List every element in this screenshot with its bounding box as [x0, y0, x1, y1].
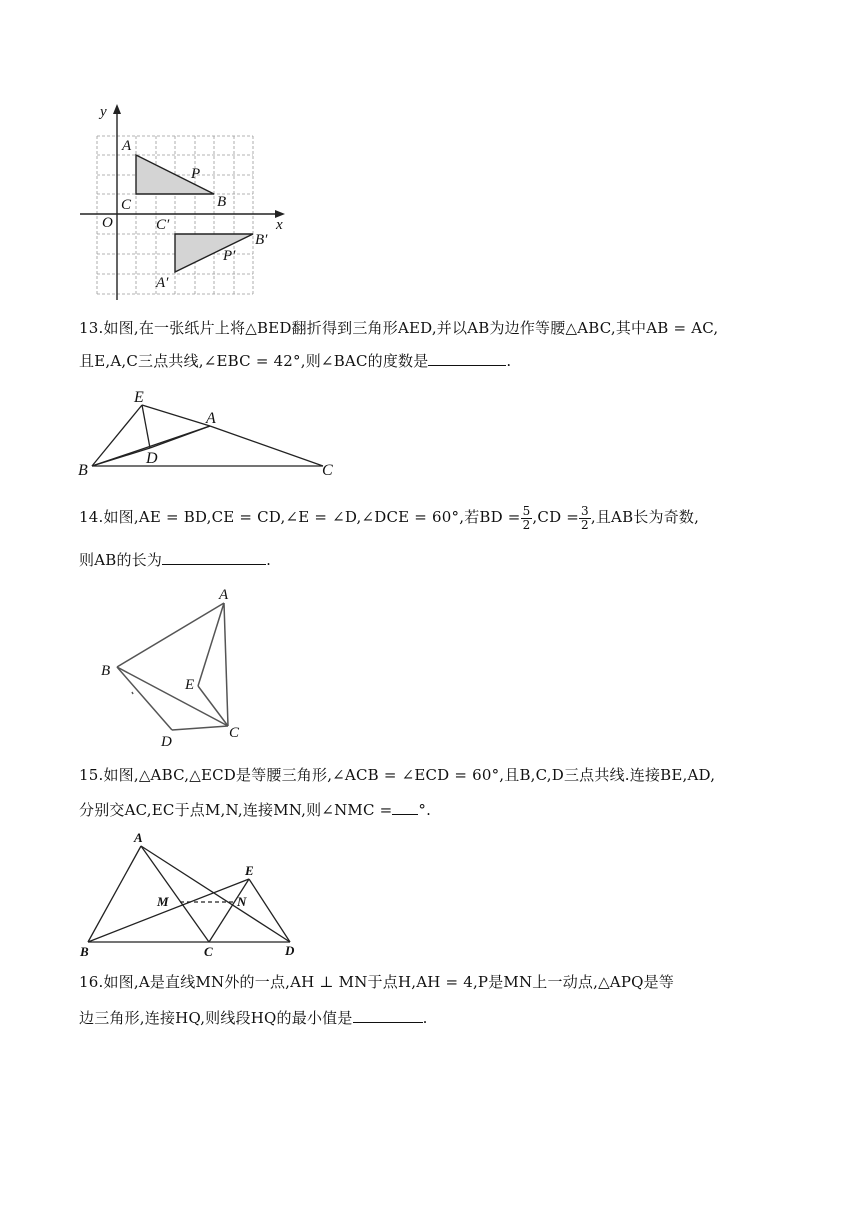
q13-answer-blank[interactable]: [428, 353, 506, 366]
q16-text-2: 边三角形,连接HQ,则线段HQ的最小值是: [79, 1009, 353, 1027]
label-E: E: [134, 389, 144, 406]
label-B: B: [78, 462, 88, 479]
label-A-prime: A′: [156, 275, 169, 291]
label-B-prime: B′: [255, 232, 268, 248]
label-A: A: [134, 830, 143, 845]
label-P-prime: P′: [223, 248, 236, 264]
label-E: E: [245, 863, 254, 878]
q14-answer-blank[interactable]: [162, 552, 266, 565]
q13-line-2: [79, 351, 511, 371]
label-C: C: [204, 944, 213, 959]
q13-period: .: [506, 352, 512, 370]
fraction-bd-denominator: 2: [522, 517, 531, 532]
q13-triangle-figure: [76, 384, 338, 480]
q14-text-1b: ,CD =: [532, 508, 580, 526]
fraction-cd-numerator: 3: [581, 503, 589, 518]
label-x: x: [276, 217, 283, 233]
label-A: A: [219, 587, 229, 603]
q15-text-2: 分别交AC,EC于点M,N,连接MN,则∠NMC =: [79, 801, 393, 819]
label-D: D: [285, 943, 295, 958]
q16-text-1: 16.如图,A是直线MN外的一点,AH ⊥ MN于点H,AH = 4,P是MN上一动点,△APQ是等: [79, 973, 675, 991]
q14-line-1: [79, 500, 699, 534]
label-D: D: [161, 734, 172, 750]
label-D: D: [146, 450, 158, 467]
q14-text-2: 则AB的长为: [79, 551, 163, 569]
fraction-bd-numerator: 5: [522, 503, 531, 518]
q16-answer-blank[interactable]: [353, 1010, 423, 1023]
label-M: M: [157, 894, 169, 909]
label-C: C: [229, 725, 240, 741]
label-A: A: [122, 138, 132, 154]
label-B: B: [80, 944, 89, 959]
q14-text-1c: ,且AB长为奇数,: [590, 508, 700, 526]
fraction-cd: [579, 505, 591, 532]
triangle-ABC: [136, 155, 214, 194]
q13-text-2: 且E,A,C三点共线,∠EBC = 42°,则∠BAC的度数是: [79, 352, 429, 370]
q14-line-2: [79, 550, 271, 570]
label-y: y: [100, 104, 107, 120]
fraction-cd-denominator: 2: [581, 517, 589, 532]
q15-text-1: 15.如图,△ABC,△ECD是等腰三角形,∠ACB = ∠ECD = 60°,且B,C,D三点共线.连接BE,AD,: [79, 766, 716, 784]
label-C-prime: C′: [156, 217, 170, 233]
q16-period: .: [422, 1009, 428, 1027]
q14-period: .: [266, 551, 272, 569]
label-E: E: [185, 677, 195, 693]
q14-text-1a: 14.如图,AE = BD,CE = CD,∠E = ∠D,∠DCE = 60°,若BD =: [79, 508, 521, 526]
q14-quadrilateral-figure: [96, 582, 256, 752]
q15-line-1: [79, 765, 715, 785]
q15-line-2: [79, 800, 431, 820]
q13-text-1: 13.如图,在一张纸片上将△BED翻折得到三角形AED,并以AB为边作等腰△ABC,其中AB = AC,: [79, 319, 719, 337]
label-C: C: [322, 462, 333, 479]
q16-line-2: [79, 1008, 428, 1028]
label-P: P: [191, 166, 201, 182]
label-N: N: [237, 894, 247, 909]
axes: [80, 104, 285, 300]
label-C: C: [121, 197, 132, 213]
q13-line-1: [79, 318, 718, 338]
label-B: B: [101, 663, 111, 679]
fraction-bd: [521, 505, 533, 532]
label-A: A: [206, 410, 216, 427]
q15-degree: °.: [418, 801, 432, 819]
q15-triangles-figure: [76, 830, 302, 960]
label-B: B: [217, 194, 227, 210]
q15-answer-blank[interactable]: [392, 802, 418, 815]
q12-coordinate-figure: [78, 100, 288, 305]
label-O: O: [102, 215, 113, 231]
q16-line-1: [79, 972, 674, 992]
